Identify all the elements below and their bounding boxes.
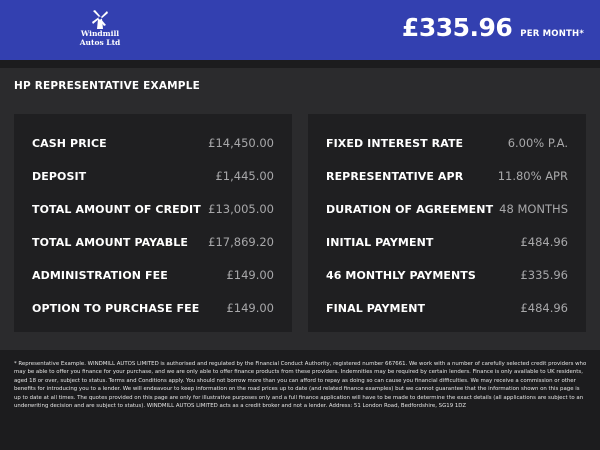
header-bar [0,0,600,60]
monthly-price [402,13,584,47]
row-label: TOTAL AMOUNT PAYABLE [32,235,188,249]
row-value: 6.00% P.A. [507,136,568,150]
row-label: ADMINISTRATION FEE [32,268,168,282]
finance-row [308,199,586,219]
row-label: FINAL PAYMENT [326,301,426,315]
row-value: £13,005.00 [208,202,274,216]
finance-panel-right [308,114,586,332]
row-value: 48 MONTHS [499,202,568,216]
finance-section [0,68,600,350]
windmill-icon [91,9,109,29]
finance-row [14,199,292,219]
finance-row [14,298,292,318]
logo-text-line1: Windmill [80,29,120,38]
section-title: HP REPRESENTATIVE EXAMPLE [14,80,200,92]
row-label: DURATION OF AGREEMENT [326,202,494,216]
row-label: CASH PRICE [32,136,107,150]
row-label: TOTAL AMOUNT OF CREDIT [32,202,201,216]
finance-row [308,298,586,318]
row-label: 46 MONTHLY PAYMENTS [326,268,476,282]
finance-row [14,133,292,153]
row-value: £484.96 [520,235,568,249]
row-value: £1,445.00 [215,169,274,183]
price-value: £335.96 [401,13,513,42]
row-value: £484.96 [520,301,568,315]
per-month-label: PER MONTH* [520,29,584,39]
row-label: FIXED INTEREST RATE [326,136,464,150]
row-value: £149.00 [226,301,274,315]
finance-row [14,232,292,252]
row-label: INITIAL PAYMENT [326,235,434,249]
row-value: £335.96 [520,268,568,282]
finance-row [308,232,586,252]
legal-disclaimer: * Representative Example. WINDMILL AUTOS LIMITED is authorised and regulated by the Financial Conduct Authority, registered number 667661. We work with a number of carefully selected credit providers who may be able to offer you finance for your purchase, and we are only able to offer finance products from these providers. Indemnities may be required by certain lenders. Finance is only available to UK residents, aged 18 or over, subject to status. Terms and Conditions apply. You should not borrow more than you can afford to repay as doing so can cause you financial difficulties. We may receive a commission or other benefits for introducing you to a lender. We will endeavour to keep information on the road prices up to date (and related finance examples) but we cannot guarantee that the information shown on this page is up to date at all times. The quotes provided on this page are only for illustrative purposes only and a full finance application will have to be made to determine the exact details (all applications are subject to an underwriting decision and are subject to status). WINDMILL AUTOS LIMITED acts as a credit broker and not a lender. Address: 51 London Road, Bedfordshire, SG19 1DZ [14,361,587,410]
finance-row [308,133,586,153]
row-label: REPRESENTATIVE APR [326,169,464,183]
finance-row [14,166,292,186]
logo-text-line2: Autos Ltd [79,38,121,47]
row-label: OPTION TO PURCHASE FEE [32,301,200,315]
row-label: DEPOSIT [32,169,87,183]
finance-row [308,166,586,186]
finance-row [308,265,586,285]
row-value: 11.80% APR [497,169,568,183]
company-logo[interactable] [78,9,122,51]
row-value: £14,450.00 [208,136,274,150]
finance-row [14,265,292,285]
row-value: £17,869.20 [208,235,274,249]
finance-panel-left [14,114,292,332]
row-value: £149.00 [226,268,274,282]
